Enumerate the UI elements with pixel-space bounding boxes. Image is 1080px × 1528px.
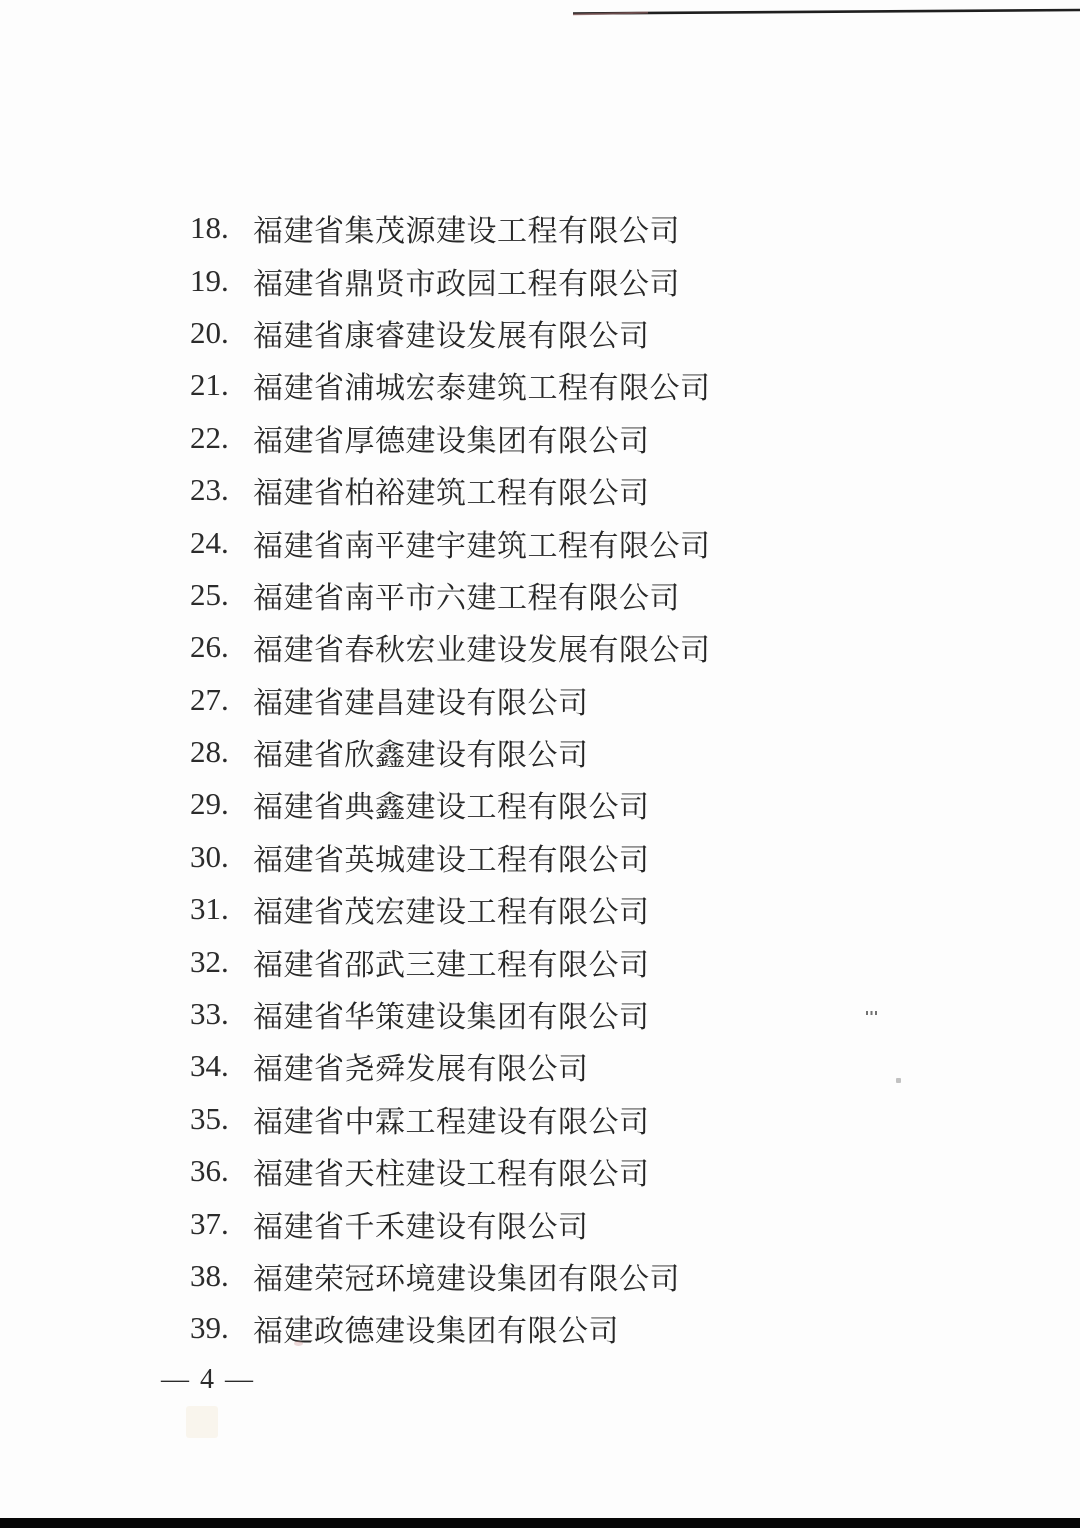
company-name: 福建省厚德建设集团有限公司 [253, 424, 650, 458]
company-name: 福建荣冠环境建设集团有限公司 [253, 1263, 680, 1296]
company-name: 福建省春秋宏业建设发展有限公司 [253, 634, 711, 668]
company-list [190, 202, 930, 1355]
company-name: 福建省典鑫建设工程有限公司 [253, 791, 650, 825]
company-name: 福建省南平建宇建筑工程有限公司 [253, 529, 711, 563]
list-item [190, 464, 930, 516]
list-item [190, 674, 930, 726]
list-item [190, 516, 930, 568]
list-item [190, 883, 930, 935]
item-number: 36. [190, 1153, 229, 1189]
item-number: 38. [190, 1258, 229, 1293]
list-item [190, 778, 930, 830]
company-name: 福建省欣鑫建设有限公司 [253, 739, 589, 773]
scan-speck-artifact [896, 1078, 901, 1083]
item-number: 18. [190, 210, 229, 246]
company-name: 福建省浦城宏泰建筑工程有限公司 [253, 372, 711, 406]
list-item [190, 1145, 930, 1197]
scan-smudge-artifact [294, 1341, 303, 1346]
item-number: 32. [190, 943, 229, 979]
list-item [190, 569, 930, 621]
list-item [190, 831, 930, 883]
scan-smudge-artifact [186, 1406, 218, 1438]
list-item [190, 1302, 930, 1354]
company-name: 福建省南平市六建工程有限公司 [253, 581, 680, 615]
company-name: 福建省千禾建设有限公司 [253, 1210, 589, 1244]
item-number: 23. [190, 472, 229, 508]
list-item [190, 1250, 930, 1302]
list-item [190, 935, 930, 987]
company-name: 福建省鼎贤市政园工程有限公司 [253, 267, 680, 301]
item-number: 39. [190, 1310, 229, 1346]
list-item [190, 988, 930, 1040]
company-name: 福建省中霖工程建设有限公司 [253, 1105, 650, 1139]
company-name: 福建省康睿建设发展有限公司 [253, 319, 650, 353]
item-number: 24. [190, 524, 229, 560]
item-number: 21. [190, 367, 229, 403]
bottom-scan-bar-artifact [0, 1518, 1080, 1528]
item-number: 26. [190, 629, 229, 665]
page-number-footer: — 4 — [161, 1364, 254, 1395]
company-name: 福建省华策建设集团有限公司 [253, 1001, 650, 1035]
list-item [190, 726, 930, 778]
list-item [190, 359, 930, 411]
item-number: 34. [190, 1048, 229, 1084]
item-number: 31. [190, 891, 229, 927]
item-number: 35. [190, 1100, 229, 1136]
item-number: 29. [190, 786, 229, 822]
company-name: 福建省柏裕建筑工程有限公司 [253, 477, 650, 511]
company-name: 福建省建昌建设有限公司 [253, 686, 589, 720]
company-name: 福建省邵武三建工程有限公司 [253, 948, 650, 982]
item-number: 28. [190, 734, 229, 770]
list-item [190, 412, 930, 464]
list-item [190, 1040, 930, 1092]
item-number: 33. [190, 996, 229, 1032]
item-number: 20. [190, 314, 229, 350]
list-item [190, 307, 930, 359]
company-name: 福建省天柱建设工程有限公司 [253, 1158, 650, 1192]
list-item [190, 254, 930, 306]
item-number: 19. [190, 262, 229, 298]
list-item [190, 1197, 930, 1249]
company-name: 福建省茂宏建设工程有限公司 [253, 896, 650, 930]
item-number: 25. [190, 576, 229, 612]
list-item [190, 621, 930, 673]
item-number: 22. [190, 419, 229, 455]
company-name: 福建省集茂源建设工程有限公司 [253, 215, 680, 249]
item-number: 30. [190, 838, 229, 874]
company-name: 福建政德建设集团有限公司 [253, 1315, 619, 1349]
scan-speck-artifact [866, 1011, 879, 1015]
list-item [190, 1093, 930, 1145]
company-name: 福建省尧舜发展有限公司 [253, 1053, 589, 1087]
list-item [190, 202, 930, 254]
item-number: 27. [190, 681, 229, 717]
item-number: 37. [190, 1205, 229, 1241]
company-name: 福建省英城建设工程有限公司 [253, 843, 650, 877]
top-scan-line-artifact [0, 0, 1080, 22]
